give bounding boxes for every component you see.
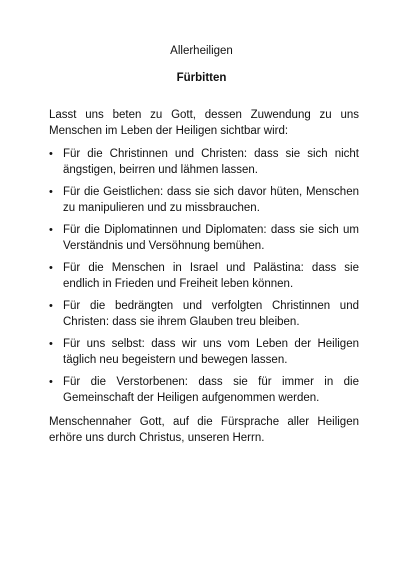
petition-text: Für die Geistlichen: dass sie sich davor hüten, Menschen zu manipulieren und zu missbrauchen. <box>63 186 359 214</box>
petition-list <box>49 147 359 413</box>
bullet-icon: • <box>49 338 53 350</box>
petition-text: Für die bedrängten und verfolgten Christinnen und Christen: dass sie ihrem Glauben treu bleiben. <box>63 300 359 328</box>
petition-text: Für die Diplomatinnen und Diplomaten: dass sie sich um Verständnis und Versöhnung bemühen. <box>63 224 359 252</box>
bullet-icon: • <box>49 224 53 236</box>
petition-item <box>49 337 359 368</box>
intro-paragraph: Lasst uns beten zu Gott, dessen Zuwendung zu uns Menschen im Leben der Heiligen sichtbar wird: <box>49 109 359 137</box>
petition-item <box>49 223 359 254</box>
closing-prayer: Menschennaher Gott, auf die Fürsprache aller Heiligen erhöre uns durch Christus, unseren Herrn. <box>49 416 359 444</box>
petition-text: Für die Christinnen und Christen: dass sie sich nicht ängstigen, beirren und lähmen lassen. <box>63 148 359 176</box>
petition-text: Für uns selbst: dass wir uns vom Leben der Heiligen täglich neu begeistern und bewegen lassen. <box>63 338 359 366</box>
document-header: Allerheiligen <box>170 45 233 57</box>
bullet-icon: • <box>49 300 53 312</box>
petition-item <box>49 147 359 178</box>
bullet-icon: • <box>49 148 53 160</box>
petition-item <box>49 185 359 216</box>
petition-text: Für die Verstorbenen: dass sie für immer in die Gemeinschaft der Heiligen aufgenommen werden. <box>63 376 359 404</box>
bullet-icon: • <box>49 262 53 274</box>
document-title: Fürbitten <box>176 72 227 84</box>
petition-item <box>49 375 359 406</box>
bullet-icon: • <box>49 186 53 198</box>
bullet-icon: • <box>49 376 53 388</box>
petition-item <box>49 261 359 292</box>
petition-text: Für die Menschen in Israel und Palästina: dass sie endlich in Frieden und Freiheit leben können. <box>63 262 359 290</box>
petition-item <box>49 299 359 330</box>
